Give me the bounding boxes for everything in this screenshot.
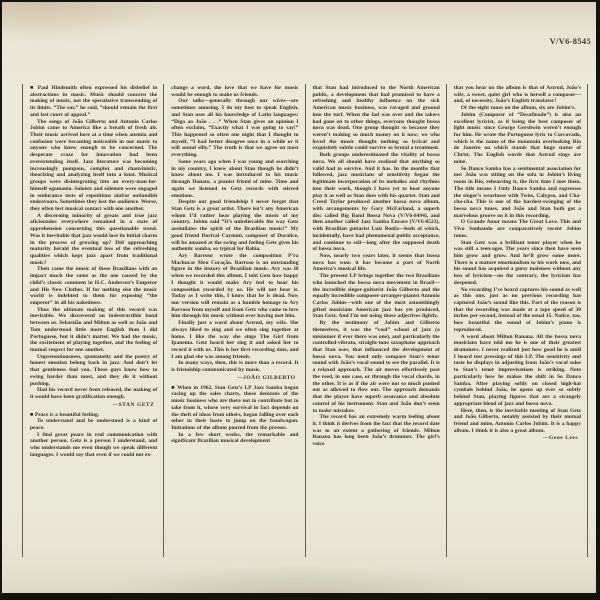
liner-paragraph: Of the eight tunes on the album, six are Jobim’s.: [460, 105, 576, 112]
catalog-number: V/V6-8545: [549, 36, 591, 46]
signature: —STAN GETZ: [112, 401, 155, 408]
liner-paragraph: Ary Barroso wrote the composition P’ra Machucar Meu Coração. Barroso is an outstanding figure in the history of Brazilian music. Ary was ill when we recorded this album. I told Getz how happy I thought it would make Ary feel to hear his composition recorded by us. He will not hear it. Today as I write this, I know that he is dead. Now our version will remain as a humble homage to Ary Barroso from myself and from Getz who came to love him through his music without ever having met him.: [171, 252, 299, 320]
liner-paragraph: Stan Getz was a brilliant tenor player when he was still a teen-ager. The years since then have seen him grow and grow. And he’ll grow some more. There is a mature emotionalism to his work now, and his sound has acquired a gutsy maleness without any loss of lyricism—on the contrary, the lyricism has deepened.: [453, 239, 581, 286]
liner-paragraph: that Stan had introduced to the North American public, a development that had promised to have a refreshing and healthy influence on the sick American music business, was ravaged and ground into the turf. When the fad was over and the takers had gone on to other things, everyone thought bossa nova was dead. One group thought so because they weren’t making so much money on it now; we who loved the music thought nothing so lyrical and exquisitely subtle could survive so brutal a treatment.: [312, 85, 440, 152]
liner-notes-column-4: [446, 84, 588, 557]
liner-paragraph: Finally just a word about Astrud, my wife. She always liked to sing and we often sing together at home. I like the way she sings The Girl from Ipanema. Getz heard her sing it and asked her to record it with us. This is her first recording date, and I am glad she was among friends.: [171, 320, 299, 360]
liner-paragraph: Now, nearly two years later, it seems that bossa nova has won: it has become a part of North America’s musical life.: [312, 252, 440, 273]
liner-paragraph: Our talks—generally through our wives—are sometimes amusing. I do my best to speak English, and Stan uses all his knowledge of Latin languages: “Diga ao João . . .” When Stan gives an opinion I often exclaim, “Exactly what I was going to say!” This happened so often one night that I thought to myself, “I had better disagree once in a while or it will sound silly.” The truth is that we agree on most everything.: [171, 98, 299, 159]
liner-paragraph: Some years ago when I was young and searching in my country, I knew about Stan though he didn’t know about me. I was introduced to his music through Donato, a pianist friend of mine. Time and again we listened to Getz records with stirred emotions.: [171, 158, 299, 199]
liner-notes-column-1: [22, 84, 163, 557]
liner-paragraph: The record has an extremely warm feeling about it. I think it derives from the fact that the record date was to an extent a gathering of friends. Milton Banana has long been João’s drummer. The girl’s voice: [312, 414, 440, 448]
signature: —Gene Lees: [543, 435, 578, 442]
liner-paragraph: Jobim (Composer of “Desafinado”) is also an excellent lyricist, as if being the best composer of light music since George Gershwin weren’t enough for him. He wrote the Portuguese lyric to Corcovado, which is the name of the mountain overlooking Rio de Janeiro on which stands that huge statue of Christ. The English words that Astrud sings are mine.: [453, 111, 581, 165]
liner-paragraph: ■ Peace is a beautiful feeling.: [30, 411, 100, 418]
liner-paragraph: Then came the music of these Brazilians with an impact much the same as the one caused by the child’s classic comment in H.C. Andersen’s Emperor and His New Clothes. If for nothing else the music world is indebted to them for exposing “the emperor” in all his nakedness.: [30, 266, 158, 306]
liner-paragraph: O Grande Amor means The Great Love. This and Vivo Sonhando are comparatively recent Jobim tunes.: [453, 219, 581, 239]
liner-paragraph: change a word, the love that we have for music would be enough to make us friends.: [171, 85, 299, 98]
liner-paragraph: No recording I’ve heard captures his sound as well as this one, just as no previous recording has captured João’s sound like this. Part of the reason is that the recording was made at a tape speed of 30 inches per second, instead of the usual 15. Notice, too, how beautiful the sound of Jobim’s piano is reproduced.: [453, 286, 582, 333]
liner-paragraph: Unpretentiousness, spontaneity and the poetry of honest emotion belong back in jazz. And don’t let that gentleness fool you. These guys know how to swing harder than most, and they do it without pushing.: [30, 353, 158, 387]
liner-notes: [22, 84, 588, 557]
liner-paragraph: The present LP brings together the two Brazilians who launched the bossa nova movement in Brazil—the incredible singer-guitarist João Gilberto and the equally incredible composer-arranger-pianist Antonio Carlos Jobim—with one of the most astonishingly gifted musicians American jazz has yet produced, Stan Getz. And I’m not using those adjectives lightly.: [312, 273, 440, 320]
liner-paragraph: ■ When in 1962, Stan Getz’s LP Jazz Samba began racing up the sales charts, those denizens of the music business who are there not to contribute but to take from it, whose very survival in fact depends on the theft of ideas from others, began falling over each other in their haste to jump on the bandwagon. Imitations of the album poured from the presses.: [171, 384, 299, 431]
liner-paragraph: I find great peace in real communication with another person. Getz is a person I understand, and who understands me even though we speak different languages. I would say that even if we could not ex-: [30, 431, 158, 458]
liner-paragraph: To understand and be understood is a kind of peace.: [30, 418, 158, 431]
liner-paragraph: Thus the ultimate making of this record was inevitable. We discovered an indestructible bond between us. Sebastião and Milton as well as João and Tom understood little more English than I did Portuguese, but it didn’t matter. We had the music, the excitement of playing together, and the feeling of mutual respect for one another.: [30, 306, 158, 354]
liner-paragraph: ■ Paul Hindemith often expressed his disbelief in abstractions in music. Music should concern the making of music, not the speculative transcending of its limits. “The ear,” he said, “should remain the first and last court of appeal.”: [30, 85, 158, 118]
liner-notes-panel: [2, 2, 596, 593]
liner-paragraph: Despite our good friendship I never forget that Stan Getz is a great artist. There isn’t any American whom I’d rather hear playing the music of my country. Jobim said “It’s unbelievable the way Getz assimilates the spirit of the Brazilian music!” My good friend Dorival Caymmi, composer of Doralice, will be amazed at the swing and feeling Getz gives his authentic samba, so typical for Bahia.: [171, 199, 299, 253]
liner-paragraph: The songs of João Gilberto and Antonio Carlos Jobim came to America like a breath of fresh air. Their music arrived here at a time when anemia and confusion were becoming noticeable in our music to anyone who knew enough to be concerned. The desperate craze for innovation had been overextending itself. Jazz literature was becoming increasingly pompous, complex and chauvinistic, theorizing and analyzing itself into a knot. Musical groups were disintegrating into an every-man-for-himself egomania. Soloists and sidemen were engaged in endurance tests of repetitious and/or outlandish endeavours. Sometimes they lost the audience. Worse, they often lost musical contact with one another.: [30, 118, 158, 212]
liner-paragraph: Here, then, is the inevitable meeting of Stan Getz and João Gilberto, notably assisted by their mutual friend and mine, Antonio Carlos Jobim. It is a happy album. I think it is also a great album.: [453, 407, 581, 434]
liner-notes-column-3: [305, 84, 446, 557]
liner-paragraph: that you hear on the album is that of Astrud, João’s wife, a sweet, quiet girl who is herself a composer—and, of necessity, João’s English translator!: [453, 85, 581, 105]
liner-paragraph: So Danco Samba has a sentimental association for me: João was sitting on the sofa in Jobim’s living room in Rio, rehearsing it, the first time I met them. The title means I Only Dance Samba and expresses the singer’s weariness with Twist, Calypso, and Cha-cha-cha. This is one of the hardest-swinging of the bossa nova tunes, and João and Stan both got a marvelous groove on it in this recording.: [453, 165, 581, 219]
liner-notes-column-2: [163, 84, 304, 557]
liner-paragraph: A word about Milton Banana. All the bossa nova musicians have told me he is one of their greatest drummers. I never realized just how good he is until I heard test pressings of this LP. The sensitivity and taste he displays in adjusting from João’s vocal solos to Stan’s tenor improvisations is striking. Note particularly how he makes the shift in So Danco Samba. After playing softly on closed high-hat cymbals behind João, he opens up ever so subtly behind Stan, playing figures that are a strangely appropriate blend of jazz and bossa nova.: [453, 333, 581, 407]
liner-paragraph: A discerning minority of greats and true jazz aficionados everywhere remained in a state of apprehension concerning this questionable trend. Was it inevitable that jazz would lose its initial charm in the process of growing up? Did approaching maturity herald the eventual loss of the refreshing qualities which kept jazz apart from traditional music?: [30, 212, 158, 266]
liner-paragraph: By the testimony of Jobim and Gilberto themselves, it was the “cool” school of jazz (a misnomer if ever there was one), and particularly the controlled-vibrato, straight-tone saxophone approach that Stan uses, that influenced the development of bossa nova. You need only compare Stan’s tenor sound with João’s vocal sound to see the parallel. It is a relaxed approach. The air moves effortlessly past the reed, in one case, or through the vocal chords, in the other. It is as if the air were not so much pushed out as allowed to flow out. The approach demands that the player have superb assurance and absolute control of his instrument. Stan and João don’t seem to make mistakes.: [312, 320, 440, 414]
liner-paragraph: In many ways, then, this is more than a record. It is friendship communicated by music.: [171, 360, 299, 374]
liner-paragraph: Both groups underestimated the vitality of bossa nova. We all should have realized that anything so valid had to survive. And it has. In the months that followed, jazz musicians of sensitivity began the legitimate incorporation of its melodies and rhythms into their work, though I have yet to hear anyone play it as well as Stan does with his quartet. Stan and Creed Taylor produced another bossa nova album, with arrangements by Gary McFarland, a superb disc called Big Band Bossa Nova (V/V6-8494), and then another called Jazz Samba Encore (V/V6-8523), with Brazilian guitarist Luiz Bonfa—both of which, incidentally, have had phenomenal public acceptance, and continue to sell—long after the supposed death of bossa nova.: [312, 152, 440, 253]
signature: —JOÃO GILBERTO: [237, 374, 296, 381]
liner-paragraph: In a few short weeks, the remarkable and significant Brazilian musical development: [171, 431, 299, 445]
liner-paragraph: Had his record never been released, the making of it would have been gratification enough.: [30, 387, 158, 401]
